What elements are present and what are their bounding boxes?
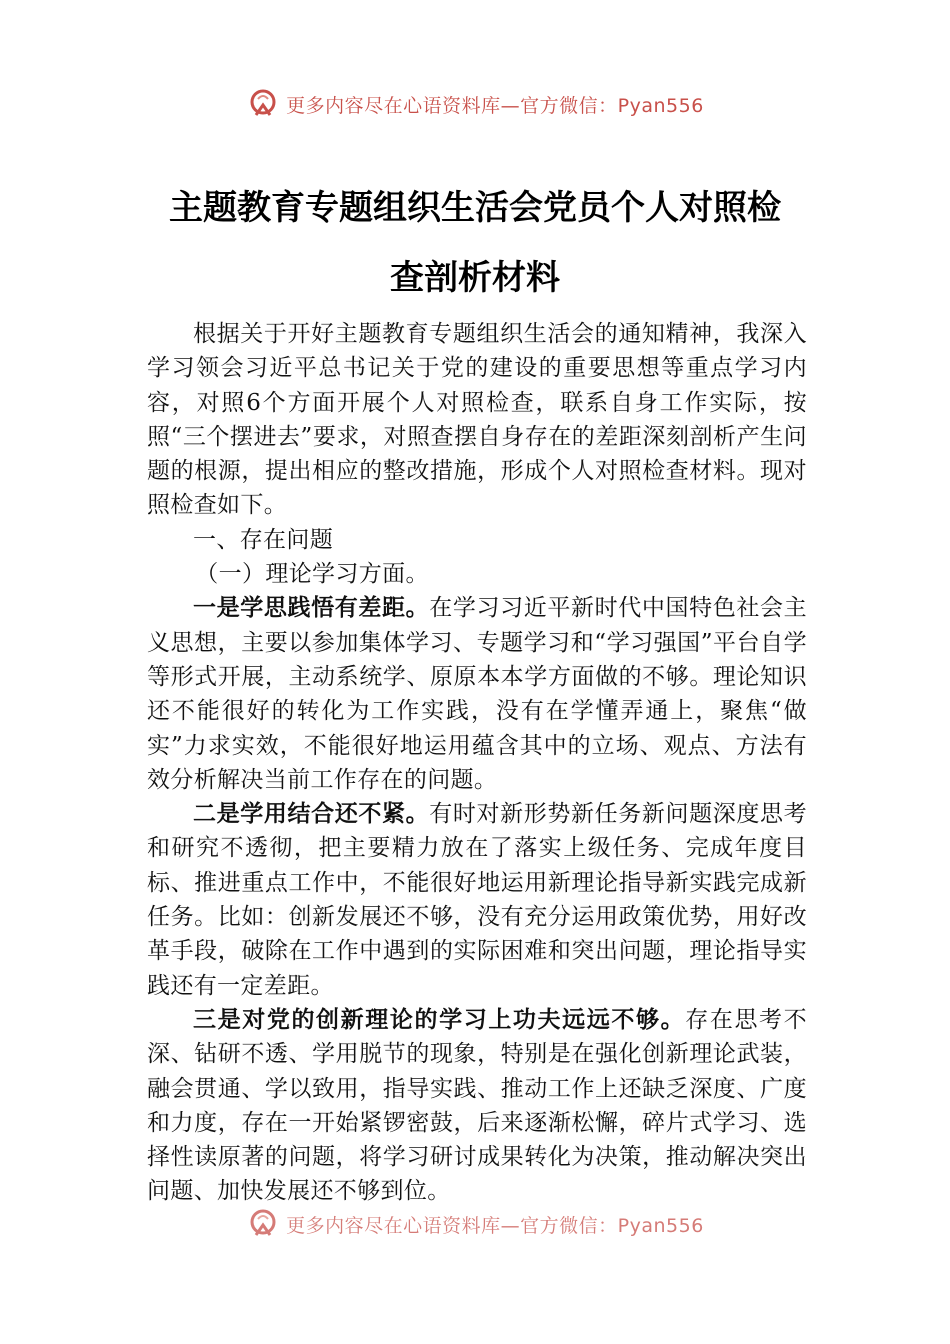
watermark-footer [0, 1204, 950, 1244]
intro-paragraph: 根据关于开好主题教育专题组织生活会的通知精神，我深入学习领会习近平总书记关于党的建设的重要思想等重点学习内容，对照6个方面开展个人对照检查，联系自身工作实际，按照“三个摆进去”要求，对照查摆自身存在的差距深刻剖析产生问题的根源，提出相应的整改措施，形成个人对照检查材料。现对照检查如下。 [147, 321, 807, 519]
section-heading: 一、存在问题 [193, 526, 334, 553]
point-lead-1: 一是学思践悟有差距。 [193, 595, 430, 622]
subsection-heading: （一）理论学习方面。 [195, 561, 429, 588]
point-body-1: 在学习习近平新时代中国特色社会主义思想，主要以参加集体学习、专题学习和“学习强国”平台自学等形式开展，主动系统学、原原本本学方面做的不够。理论知识还不能很好的转化为工作实践，没有在学懂弄通上，聚焦“做实”力求实效，不能很好地运用蕴含其中的立场、观点、方法有效分析解决当前工作存在的问题。 [147, 595, 807, 793]
document-title-line2: 查剖析材料 [390, 258, 560, 298]
point-lead-3: 三是对党的创新理论的学习上功夫远远不够。 [193, 1006, 686, 1033]
document-title-line1: 主题教育专题组织生活会党员个人对照检 [169, 188, 781, 228]
watermark-header [0, 84, 950, 124]
ribbon-logo-icon [246, 87, 280, 121]
point-lead-2: 二是学用结合还不紧。 [193, 801, 430, 828]
point-body-2: 有时对新形势新任务新问题深度思考和研究不透彻，把主要精力放在了落实上级任务、完成年度目标、推进重点工作中，不能很好地运用新理论指导新实践完成新任务。比如：创新发展还不够，没有充分运用政策优势，用好改革手段，破除在工作中遇到的实际困难和突出问题，理论指导实践还有一定差距。 [147, 801, 807, 999]
watermark-text: 更多内容尽在心语资料库—官方微信：Pyan556 [286, 94, 704, 117]
point-paragraph-2 [147, 797, 807, 1003]
watermark-text: 更多内容尽在心语资料库—官方微信：Pyan556 [286, 1214, 704, 1237]
ribbon-logo-icon [246, 1207, 280, 1241]
point-body-3: 存在思考不深、钻研不透、学用脱节的现象，特别是在强化创新理论武装，融会贯通、学以致用，指导实践、推动工作上还缺乏深度、广度和力度，存在一开始紧锣密鼓，后来逐渐松懈，碎片式学习、选择性读原著的问题，将学习研讨成果转化为决策，推动解决突出问题、加快发展还不够到位。 [147, 1006, 808, 1205]
point-paragraph-3 [147, 1003, 807, 1209]
point-paragraph-1 [147, 591, 807, 797]
document-body [147, 317, 807, 1209]
